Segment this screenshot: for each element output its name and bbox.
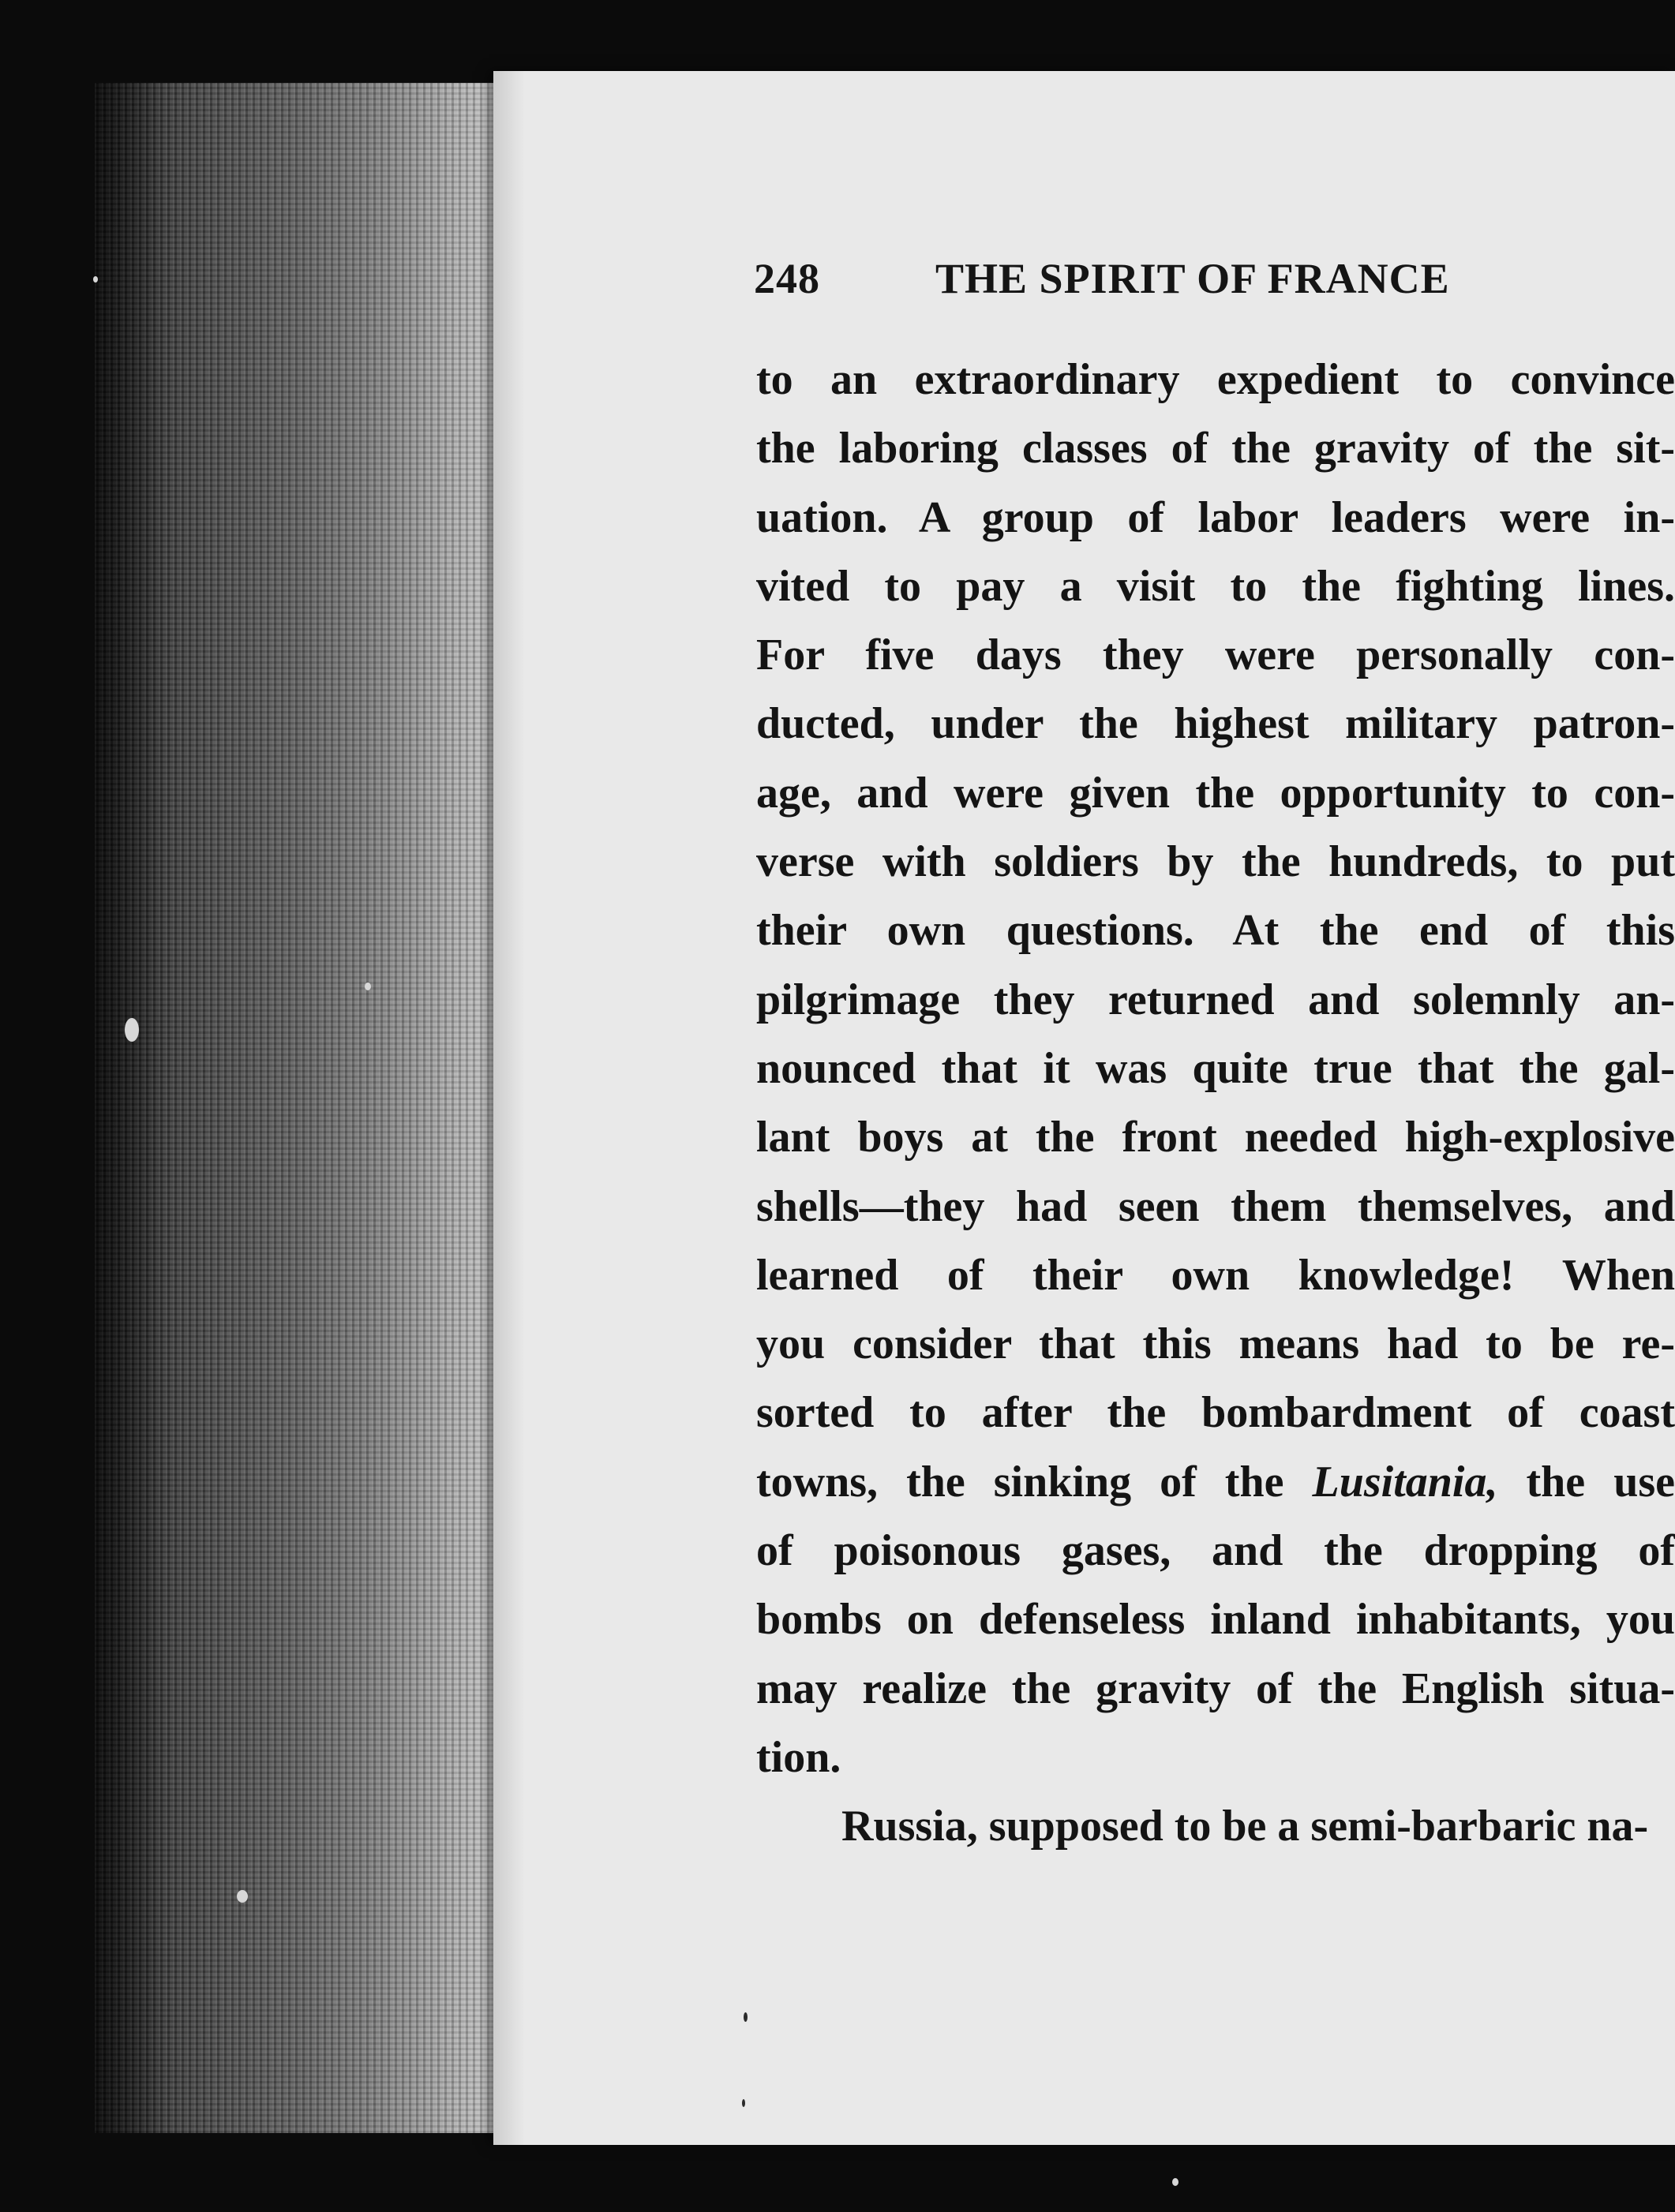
text-line: you consider that this means had to be re-: [756, 1319, 1675, 1369]
text-line: the laboring classes of the gravity of the sit-: [756, 424, 1675, 473]
text-line-with-italic: [756, 1448, 1675, 1517]
text-line: age, and were given the opportunity to con-: [756, 768, 1675, 818]
text-line: pilgrimage they returned and solemnly an-: [756, 975, 1675, 1024]
italic-ship-name: Lusitania,: [1312, 1457, 1498, 1506]
text-segment: the use: [1497, 1457, 1675, 1506]
page-gutter-shadow: [493, 71, 525, 2145]
body-text: [756, 346, 1675, 1862]
dust-speck: [365, 982, 371, 990]
text-line: For five days they were personally con-: [756, 631, 1675, 680]
text-line: their own questions. At the end of this: [756, 906, 1675, 956]
text-line: vited to pay a visit to the fighting lines.: [756, 561, 1675, 611]
text-line: shells—they had seen them themselves, and: [756, 1181, 1675, 1231]
dust-speck: [742, 2099, 745, 2107]
text-line: to an extraordinary expedient to convince: [756, 355, 1675, 404]
text-line: learned of their own knowledge! When: [756, 1250, 1675, 1300]
page-edge-shadow: [95, 83, 166, 2133]
dust-speck: [125, 1018, 139, 1042]
running-head: THE SPIRIT OF FRANCE: [935, 255, 1450, 302]
page-number: 248: [754, 255, 820, 302]
text-line: of poisonous gases, and the dropping of: [756, 1526, 1675, 1576]
text-line: may realize the gravity of the English situa-: [756, 1664, 1675, 1713]
text-line: sorted to after the bombardment of coast: [756, 1388, 1675, 1438]
text-line: bombs on defenseless inland inhabitants, you: [756, 1595, 1675, 1645]
paragraph-start-line: Russia, supposed to be a semi-barbaric na-: [841, 1802, 1649, 1851]
text-segment: towns, the sinking of the: [756, 1457, 1313, 1506]
text-line: tion.: [756, 1732, 841, 1782]
page-header: [754, 254, 1450, 309]
text-line: verse with soldiers by the hundreds, to put: [756, 837, 1675, 887]
dust-speck: [93, 276, 98, 283]
dust-speck: [1172, 2178, 1178, 2186]
text-line: nounced that it was quite true that the gal-: [756, 1043, 1675, 1093]
text-line: uation. A group of labor leaders were in-: [756, 492, 1675, 542]
text-line: lant boys at the front needed high-explosive: [756, 1113, 1675, 1162]
dust-speck: [237, 1890, 248, 1903]
text-line: ducted, under the highest military patron-: [756, 699, 1675, 749]
dust-speck: [744, 2012, 748, 2022]
